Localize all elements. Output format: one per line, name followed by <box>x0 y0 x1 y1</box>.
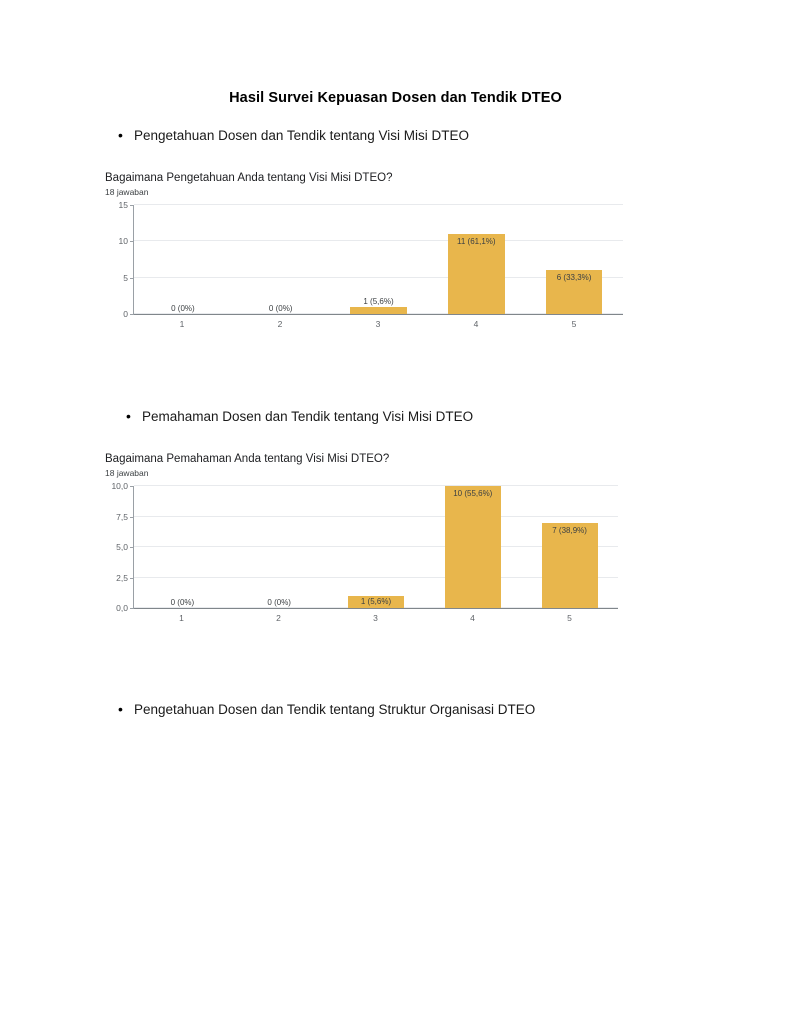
bar-value-label: 7 (38,9%) <box>552 525 587 535</box>
x-tick-label: 2 <box>277 319 283 329</box>
x-tick-label: 5 <box>567 613 572 623</box>
x-tick-label: 2 <box>276 613 281 623</box>
bar-value-label: 0 (0%) <box>267 598 291 607</box>
bullet-item <box>126 409 473 425</box>
x-tick-label: 3 <box>373 613 378 623</box>
bullet-label: Pengetahuan Dosen dan Tendik tentang Struktur Organisasi DTEO <box>134 702 536 717</box>
bullet-label: Pemahaman Dosen dan Tendik tentang Visi Misi DTEO <box>142 409 474 424</box>
chart-title: Bagaimana Pengetahuan Anda tentang Visi Misi DTEO? <box>105 172 393 184</box>
bar-value-label: 1 (5,6%) <box>360 596 392 606</box>
chart-bars <box>134 205 623 314</box>
chart-bars <box>134 486 618 608</box>
bar-value-label: 1 (5,6%) <box>363 296 394 306</box>
chart-plot-area <box>111 481 618 623</box>
bar-slot <box>427 205 525 314</box>
bullet-marker-icon: • <box>118 127 123 143</box>
bar-value-label: 0 (0%) <box>170 598 195 607</box>
bar-slot <box>231 486 328 608</box>
chart-response-count: 18 jawaban <box>105 187 149 197</box>
y-tick-label: 10 <box>118 236 128 247</box>
bar <box>546 270 603 314</box>
bar <box>542 523 598 608</box>
bar-value-label: 6 (33,3%) <box>556 273 592 283</box>
bar-value-label: 0 (0%) <box>171 304 195 313</box>
chart-pemahaman-visi-misi <box>105 453 625 623</box>
chart-title: Bagaimana Pemahaman Anda tentang Visi Misi DTEO? <box>105 453 390 465</box>
bullet-marker-icon: • <box>118 701 123 717</box>
bullet-item <box>118 702 535 718</box>
bar-slot <box>328 486 425 608</box>
bullet-label: Pengetahuan Dosen dan Tendik tentang Visi Misi DTEO <box>134 128 469 143</box>
bar-slot <box>134 486 231 608</box>
x-tick-label: 1 <box>179 319 185 329</box>
chart-x-axis <box>133 613 618 623</box>
bar-value-label: 0 (0%) <box>268 304 293 313</box>
y-tick-label: 0 <box>123 309 128 319</box>
chart-x-axis <box>133 319 623 329</box>
page-title: Hasil Survei Kepuasan Dosen dan Tendik DTEO <box>229 90 562 106</box>
bar <box>445 486 501 608</box>
y-tick-label: 7,5 <box>116 511 128 522</box>
y-tick-label: 2,5 <box>116 572 128 583</box>
x-tick-label: 4 <box>473 319 479 329</box>
chart-axes <box>118 200 623 319</box>
chart-pengetahuan-visi-misi <box>105 172 625 335</box>
bar-slot <box>330 205 428 314</box>
x-tick-label: 1 <box>179 613 184 623</box>
chart-response-count: 18 jawaban <box>105 468 149 478</box>
x-tick-label: 5 <box>571 319 577 329</box>
bullet-marker-icon: • <box>126 408 131 424</box>
bar <box>448 234 505 314</box>
y-tick-label: 5 <box>123 272 128 283</box>
y-tick-label: 15 <box>118 200 128 210</box>
bar-slot <box>134 205 232 314</box>
y-tick-label: 0,0 <box>116 603 128 613</box>
y-tick-label: 10,0 <box>111 481 128 491</box>
bar <box>348 596 404 608</box>
bar <box>350 296 407 314</box>
bar-slot <box>424 486 521 608</box>
y-tick-label: 5,0 <box>116 542 128 552</box>
bullet-item <box>118 128 469 144</box>
x-tick-label: 4 <box>470 613 475 623</box>
chart-axes <box>111 481 618 613</box>
bar-slot <box>232 205 330 314</box>
bar-slot <box>521 486 618 608</box>
bar-slot <box>525 205 623 314</box>
chart-plot-area <box>118 200 623 335</box>
bar-value-label: 11 (61,1%) <box>457 237 496 247</box>
bar-value-label: 10 (55,6%) <box>453 489 493 498</box>
x-tick-label: 3 <box>375 319 381 329</box>
